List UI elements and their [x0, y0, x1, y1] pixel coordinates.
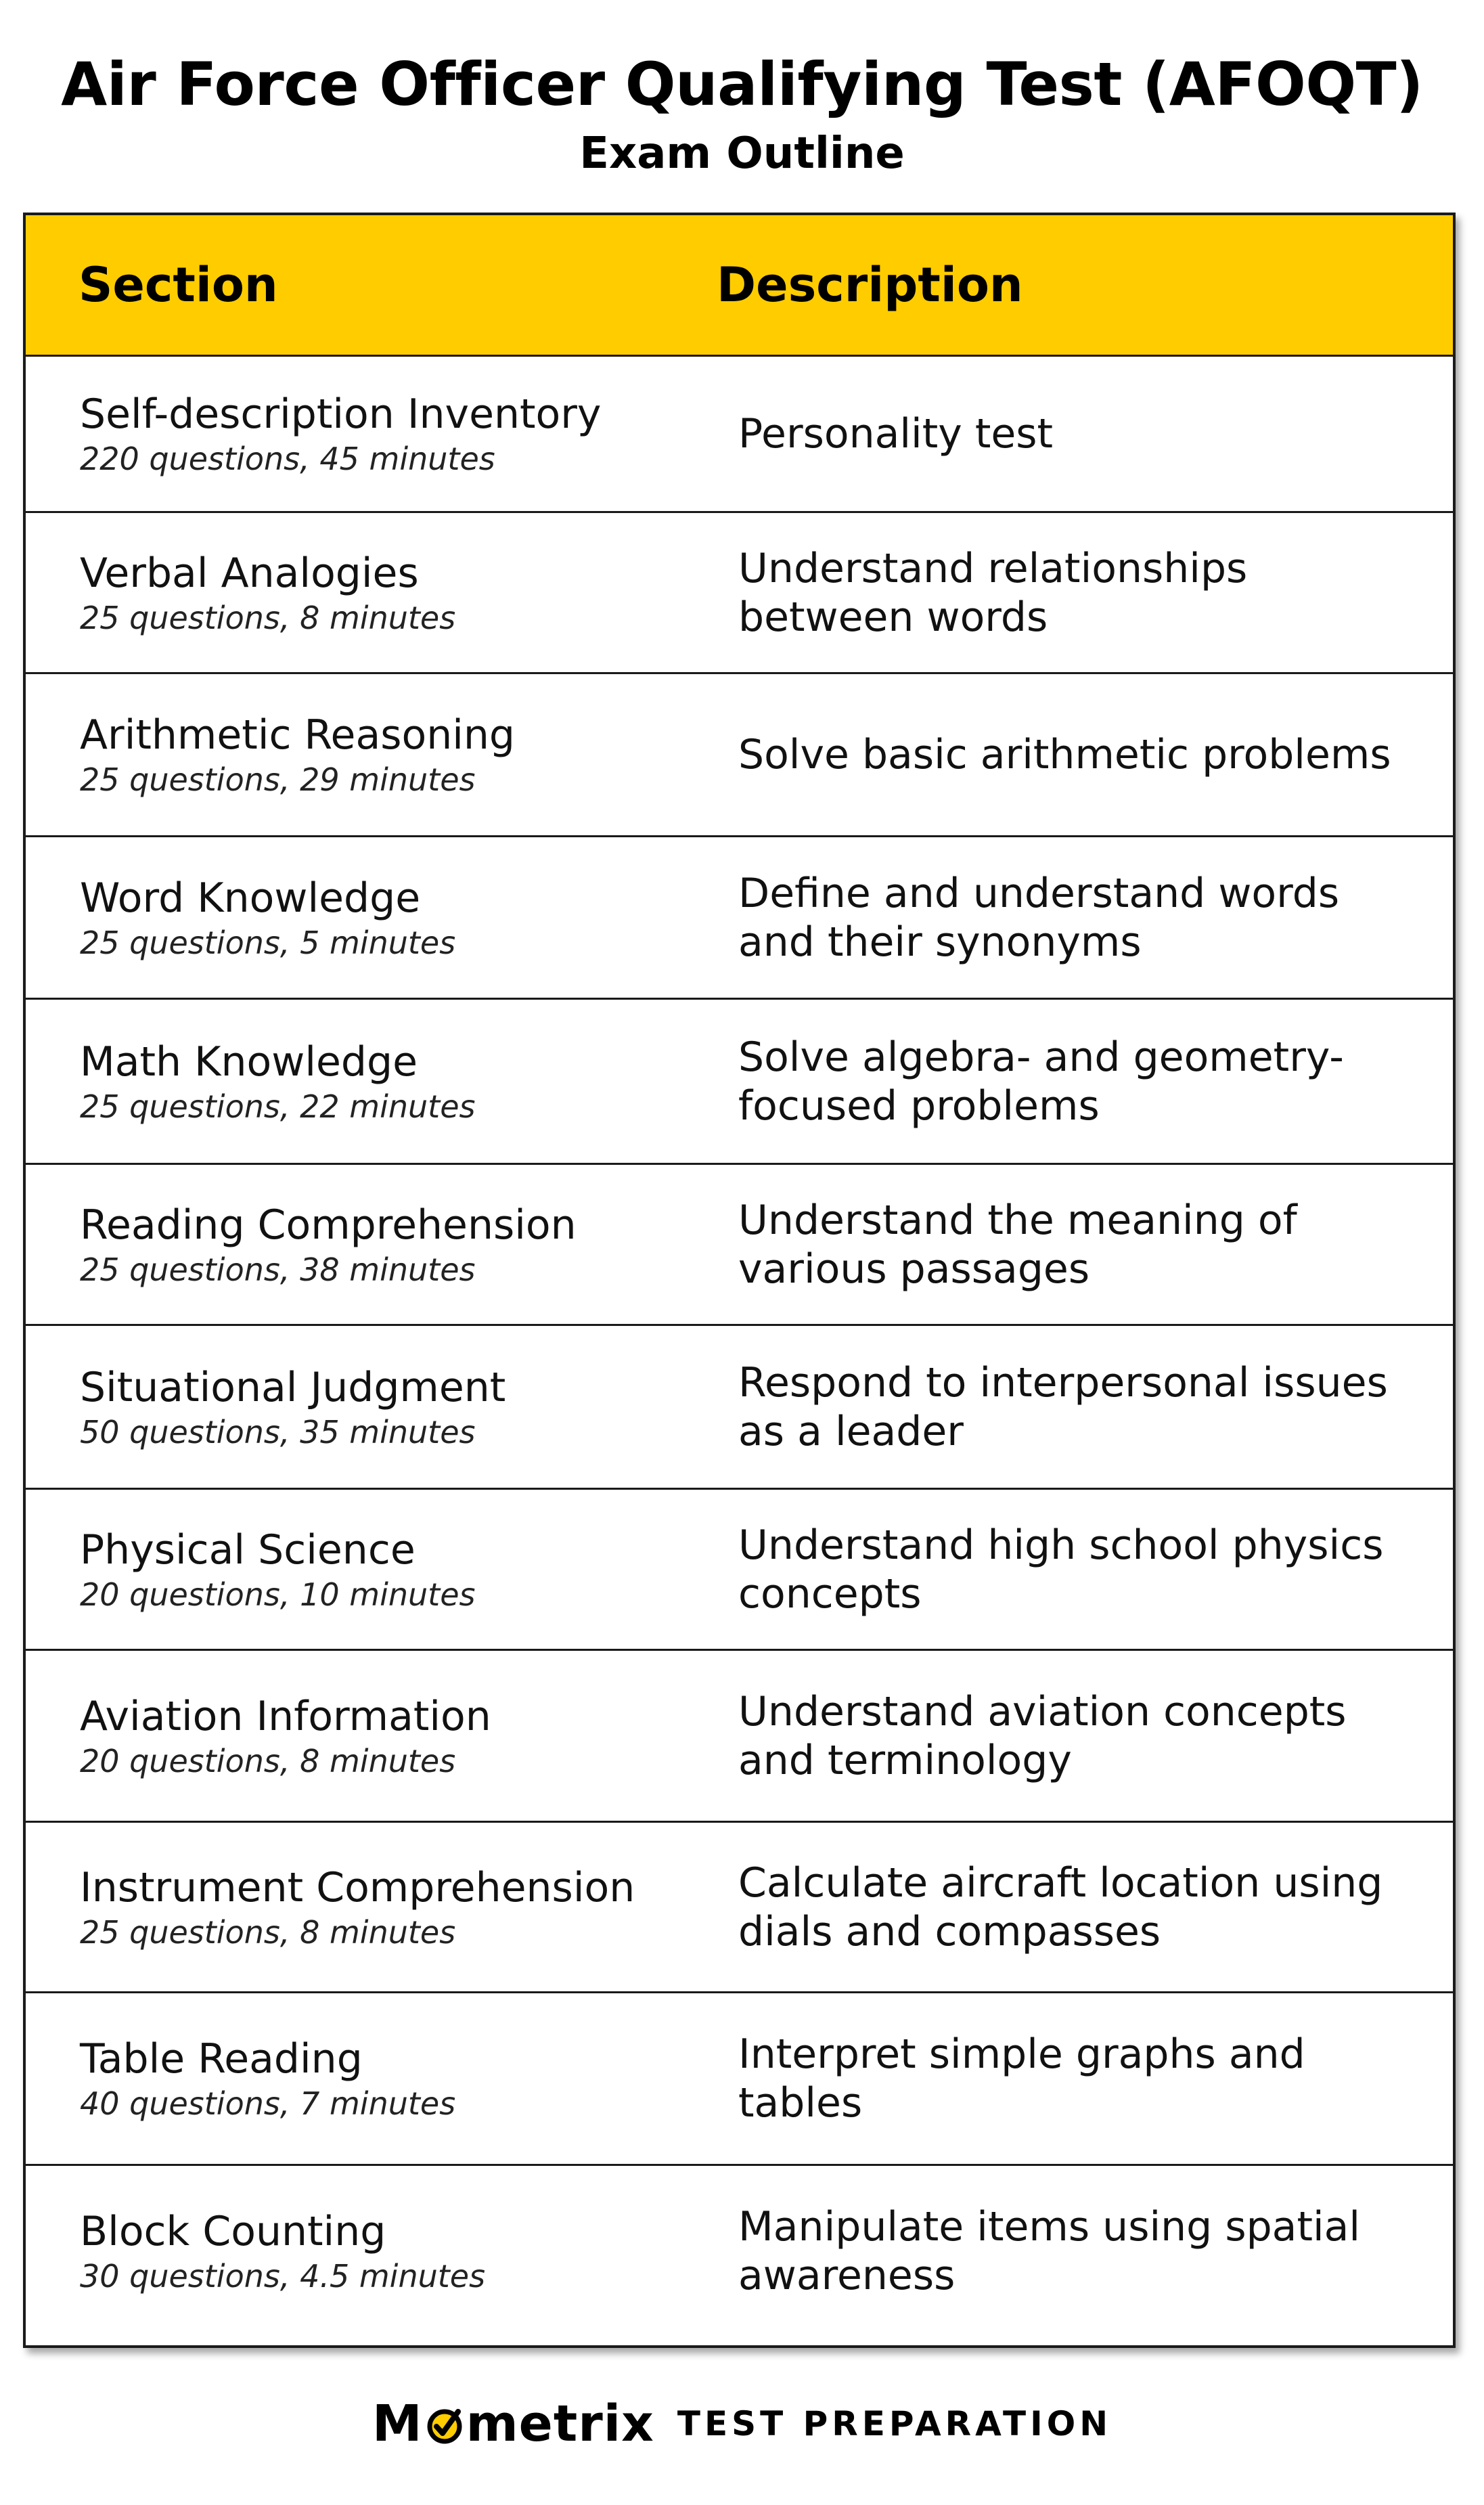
table-row [26, 837, 1453, 1000]
table-row [26, 1165, 1453, 1326]
section-details: 20 questions, 8 minutes [80, 1742, 456, 1779]
section-cell [26, 1691, 738, 1781]
section-details: 25 questions, 8 minutes [80, 599, 456, 636]
section-name: Arithmetic Reasoning [80, 711, 516, 759]
section-details: 20 questions, 10 minutes [80, 1576, 476, 1613]
description-cell [738, 544, 1453, 642]
brand-tagline: TEST PREPARATION [677, 2404, 1112, 2443]
section-cell [26, 1525, 738, 1614]
table-row [26, 674, 1453, 837]
section-details: 25 questions, 38 minutes [80, 1251, 476, 1288]
section-name: Physical Science [80, 1526, 415, 1574]
footer [0, 2395, 1484, 2453]
section-description: Interpret simple graphs and tables [738, 2031, 1305, 2127]
brand-suffix: metrix [466, 2395, 654, 2453]
section-cell [26, 2034, 738, 2123]
description-cell [738, 1687, 1453, 1785]
section-description: Understand aviation concepts and terminology [738, 1687, 1347, 1784]
description-cell [738, 1358, 1453, 1456]
section-name: Situational Judgment [80, 1363, 506, 1411]
checkmark-o-icon [424, 2405, 465, 2445]
description-cell [738, 869, 1453, 967]
section-description: Solve algebra- and geometry-focused problems [738, 1033, 1344, 1130]
header-section: Section [78, 257, 278, 313]
section-name: Aviation Information [80, 1692, 491, 1740]
description-cell [738, 2030, 1453, 2127]
table-row [26, 2166, 1453, 2336]
section-name: Table Reading [80, 2035, 363, 2083]
table-row [26, 1993, 1453, 2166]
section-details: 25 questions, 22 minutes [80, 1088, 476, 1125]
section-cell [26, 1362, 738, 1452]
title-block [0, 47, 1484, 184]
page-subtitle: Exam Outline [579, 129, 905, 179]
section-description: Respond to interpersonal issues as a leader [738, 1358, 1388, 1455]
header-description: Description [717, 257, 1023, 313]
section-name: Block Counting [80, 2207, 386, 2255]
page-title: Air Force Officer Qualifying Test (AFOQT) [61, 49, 1423, 119]
section-description: Calculate aircraft location using dials and compasses [738, 1859, 1383, 1955]
description-cell [738, 1859, 1453, 1956]
table-row [26, 1490, 1453, 1651]
table-row [26, 1326, 1453, 1490]
section-cell [26, 1863, 738, 1952]
brand-prefix: M [372, 2395, 423, 2453]
table-body [26, 357, 1453, 2345]
exam-outline-table [23, 213, 1456, 2348]
section-description: Understand the meaning of various passages [738, 1196, 1297, 1293]
table-header [26, 215, 1453, 357]
section-cell [26, 548, 738, 638]
section-name: Self-description Inventory [80, 391, 602, 438]
section-details: 25 questions, 5 minutes [80, 924, 456, 961]
section-cell [26, 1037, 738, 1126]
section-description: Understand high school physics concepts [738, 1521, 1384, 1618]
table-row [26, 1000, 1453, 1165]
section-details: 25 questions, 29 minutes [80, 761, 476, 798]
table-row [26, 513, 1453, 674]
section-cell [26, 2207, 738, 2296]
section-cell [26, 873, 738, 962]
mometrix-logo [372, 2395, 654, 2453]
description-cell [738, 409, 1453, 458]
description-cell [738, 1196, 1453, 1293]
table-row [26, 1823, 1453, 1993]
section-description: Understand relationships between words [738, 544, 1248, 641]
section-name: Reading Comprehension [80, 1201, 577, 1249]
section-name: Word Knowledge [80, 874, 421, 922]
description-cell [738, 1521, 1453, 1618]
description-cell [738, 2202, 1453, 2300]
section-description: Manipulate items using spatial awareness [738, 2202, 1361, 2299]
section-cell [26, 710, 738, 799]
section-description: Solve basic arithmetic problems [738, 731, 1391, 778]
section-details: 40 questions, 7 minutes [80, 2085, 456, 2122]
section-cell [26, 1200, 738, 1289]
description-cell [738, 1033, 1453, 1130]
description-cell [738, 730, 1453, 779]
section-name: Instrument Comprehension [80, 1863, 635, 1911]
section-name: Math Knowledge [80, 1038, 418, 1086]
section-description: Define and understand words and their synonyms [738, 869, 1340, 966]
section-details: 30 questions, 4.5 minutes [80, 2257, 486, 2295]
section-cell [26, 389, 738, 479]
table-row [26, 1651, 1453, 1823]
section-details: 220 questions, 45 minutes [80, 441, 495, 477]
section-name: Verbal Analogies [80, 549, 419, 597]
table-row [26, 357, 1453, 513]
section-details: 50 questions, 35 minutes [80, 1413, 476, 1450]
section-description: Personality test [738, 410, 1054, 458]
section-details: 25 questions, 8 minutes [80, 1913, 456, 1951]
